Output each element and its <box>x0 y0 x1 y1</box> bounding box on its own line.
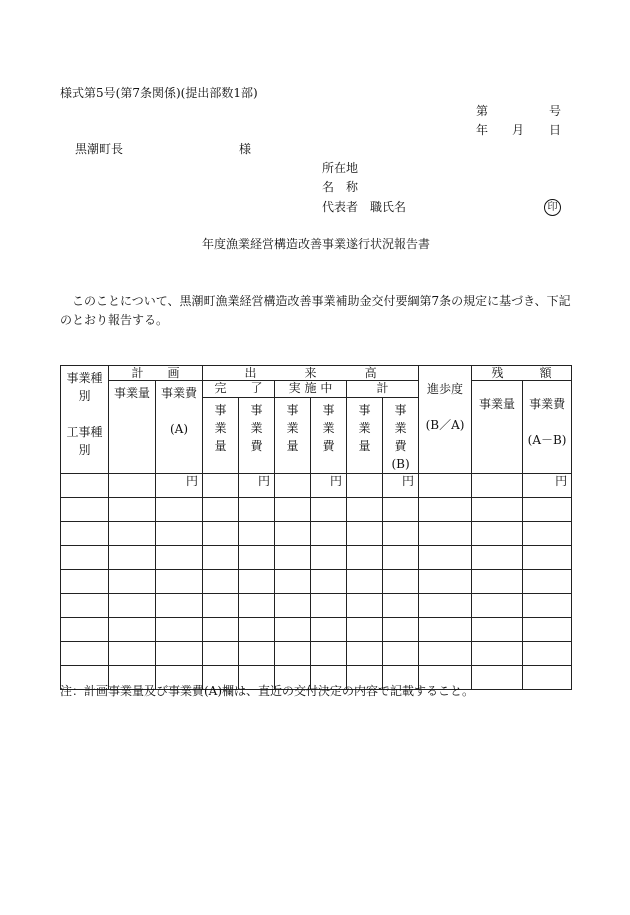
table-cell[interactable] <box>383 546 419 570</box>
yen-unit: 円 <box>239 474 275 498</box>
footnote: 注：計画事業量及び事業費(A)欄は、直近の交付決定の内容で記載すること。 <box>60 684 475 698</box>
table-row <box>61 618 572 642</box>
table-cell[interactable] <box>347 522 383 546</box>
table-cell[interactable] <box>419 594 472 618</box>
table-cell[interactable] <box>419 570 472 594</box>
table-cell[interactable] <box>275 570 311 594</box>
table-cell[interactable] <box>383 522 419 546</box>
table-cell[interactable] <box>472 570 523 594</box>
table-cell[interactable] <box>275 498 311 522</box>
table-cell[interactable] <box>523 642 572 666</box>
table-cell[interactable] <box>419 642 472 666</box>
number-suffix: 号 <box>549 104 562 118</box>
table-cell[interactable] <box>472 474 523 498</box>
table-cell[interactable] <box>419 498 472 522</box>
table-cell[interactable] <box>311 618 347 642</box>
table-cell[interactable] <box>383 642 419 666</box>
table-cell[interactable] <box>203 498 239 522</box>
table-cell[interactable] <box>203 570 239 594</box>
body-text: このことについて、黒潮町漁業経営構造改善事業補助金交付要綱第7条の規定に基づき、下記のとおり報告する。 <box>60 294 571 327</box>
table-cell[interactable] <box>109 474 156 498</box>
table-cell[interactable] <box>523 594 572 618</box>
name-label-2: 称 <box>346 180 359 194</box>
table-cell[interactable] <box>275 474 311 498</box>
address-label: 所在地 <box>322 161 359 175</box>
table-cell[interactable] <box>383 498 419 522</box>
table-cell[interactable] <box>523 498 572 522</box>
table-cell[interactable] <box>239 546 275 570</box>
col-header-inprog-qty: 事 業 量 <box>275 398 311 474</box>
table-cell[interactable] <box>383 618 419 642</box>
table-cell[interactable] <box>347 642 383 666</box>
table-row <box>61 570 572 594</box>
table-cell[interactable] <box>109 618 156 642</box>
table-cell[interactable] <box>156 546 203 570</box>
table-cell[interactable] <box>109 570 156 594</box>
col-header-plan: 計 画 <box>109 366 203 381</box>
table-cell[interactable] <box>203 522 239 546</box>
name-label-1: 名 <box>322 180 335 194</box>
table-cell[interactable] <box>419 474 472 498</box>
table-cell[interactable] <box>523 522 572 546</box>
representative-title-label: 職氏名 <box>370 200 407 214</box>
table-cell[interactable] <box>383 570 419 594</box>
table-cell[interactable] <box>239 522 275 546</box>
table-cell[interactable] <box>61 570 109 594</box>
table-cell[interactable] <box>61 618 109 642</box>
col-header-progress: 進歩度 (B／A) <box>419 366 472 474</box>
table-row <box>61 594 572 618</box>
col-header-remain-qty: 事業量 <box>472 381 523 474</box>
yen-unit: 円 <box>383 474 419 498</box>
table-cell[interactable] <box>472 666 523 690</box>
col-header-done-cost: 事 業 費 <box>239 398 275 474</box>
table-cell[interactable] <box>156 522 203 546</box>
table-row <box>61 546 572 570</box>
honorific: 様 <box>239 142 252 156</box>
col-header-plan-cost: 事業費 (A) <box>156 381 203 474</box>
table-cell[interactable] <box>156 594 203 618</box>
col-header-in-progress: 実 施 中 <box>275 381 347 398</box>
table-cell[interactable] <box>109 522 156 546</box>
form-id: 様式第5号(第7条関係)(提出部数1部) <box>60 86 258 100</box>
table-cell[interactable] <box>61 642 109 666</box>
table-cell[interactable] <box>472 642 523 666</box>
table-cell[interactable] <box>347 498 383 522</box>
table-cell[interactable] <box>347 594 383 618</box>
col-header-plan-qty: 事業量 <box>109 381 156 474</box>
table-cell[interactable] <box>472 618 523 642</box>
table-cell[interactable] <box>239 642 275 666</box>
table-cell[interactable] <box>156 618 203 642</box>
table-cell[interactable] <box>419 546 472 570</box>
table-cell[interactable] <box>203 474 239 498</box>
table-cell[interactable] <box>523 570 572 594</box>
table-cell[interactable] <box>239 570 275 594</box>
addressee: 黒潮町長 <box>75 142 124 156</box>
table-cell[interactable] <box>311 498 347 522</box>
table-row <box>61 498 572 522</box>
table-cell[interactable] <box>347 570 383 594</box>
table-cell[interactable] <box>523 618 572 642</box>
col-header-type: 事業種 別 工事種 別 <box>61 366 109 474</box>
table-cell[interactable] <box>275 546 311 570</box>
table-cell[interactable] <box>61 498 109 522</box>
table-cell[interactable] <box>311 522 347 546</box>
col-header-done-qty: 事 業 量 <box>203 398 239 474</box>
table-cell[interactable] <box>61 522 109 546</box>
table-cell[interactable] <box>419 522 472 546</box>
table-cell[interactable] <box>239 594 275 618</box>
table-row <box>61 522 572 546</box>
table-cell[interactable] <box>347 474 383 498</box>
table-cell[interactable] <box>419 618 472 642</box>
table-cell[interactable] <box>61 474 109 498</box>
date-day: 日 <box>549 123 562 137</box>
table-row <box>61 474 572 498</box>
table-cell[interactable] <box>347 546 383 570</box>
document-title: 年度漁業経営構造改善事業遂行状況報告書 <box>202 237 431 251</box>
table-cell[interactable] <box>203 546 239 570</box>
table-cell[interactable] <box>523 666 572 690</box>
table-cell[interactable] <box>383 594 419 618</box>
number-prefix: 第 <box>476 104 489 118</box>
date-month: 月 <box>512 123 525 137</box>
table-cell[interactable] <box>311 642 347 666</box>
table-cell[interactable] <box>109 546 156 570</box>
col-header-done: 完 了 <box>203 381 275 398</box>
seal-mark: 印 <box>544 199 561 216</box>
table-cell[interactable] <box>275 618 311 642</box>
table-cell[interactable] <box>61 594 109 618</box>
table-cell[interactable] <box>203 594 239 618</box>
col-header-remaining: 残 額 <box>472 366 572 381</box>
col-header-total: 計 <box>347 381 419 398</box>
table-cell[interactable] <box>203 642 239 666</box>
table-cell[interactable] <box>523 546 572 570</box>
table-cell[interactable] <box>472 594 523 618</box>
yen-unit: 円 <box>311 474 347 498</box>
table-cell[interactable] <box>311 570 347 594</box>
table-cell[interactable] <box>311 594 347 618</box>
representative-label: 代表者 <box>322 200 359 214</box>
yen-unit: 円 <box>523 474 572 498</box>
table-cell[interactable] <box>472 522 523 546</box>
table-cell[interactable] <box>472 498 523 522</box>
table-cell[interactable] <box>109 498 156 522</box>
table-cell[interactable] <box>109 642 156 666</box>
table-cell[interactable] <box>156 570 203 594</box>
table-cell[interactable] <box>311 546 347 570</box>
table-cell[interactable] <box>239 618 275 642</box>
table-row <box>61 642 572 666</box>
table-cell[interactable] <box>275 642 311 666</box>
table-cell[interactable] <box>275 594 311 618</box>
col-header-total-qty: 事 業 量 <box>347 398 383 474</box>
table-cell[interactable] <box>203 618 239 642</box>
table-cell[interactable] <box>472 546 523 570</box>
table-cell[interactable] <box>275 522 311 546</box>
yen-unit: 円 <box>156 474 203 498</box>
table-cell[interactable] <box>239 498 275 522</box>
table-cell[interactable] <box>347 618 383 642</box>
col-header-total-cost: 事 業 費 (B) <box>383 398 419 474</box>
table-cell[interactable] <box>156 498 203 522</box>
col-header-output: 出 来 高 <box>203 366 419 381</box>
col-header-inprog-cost: 事 業 費 <box>311 398 347 474</box>
report-table <box>60 365 572 690</box>
date-year: 年 <box>476 123 489 137</box>
table-cell[interactable] <box>61 546 109 570</box>
table-cell[interactable] <box>156 642 203 666</box>
table-cell[interactable] <box>109 594 156 618</box>
col-header-remain-cost: 事業費 (A－B) <box>523 381 572 474</box>
